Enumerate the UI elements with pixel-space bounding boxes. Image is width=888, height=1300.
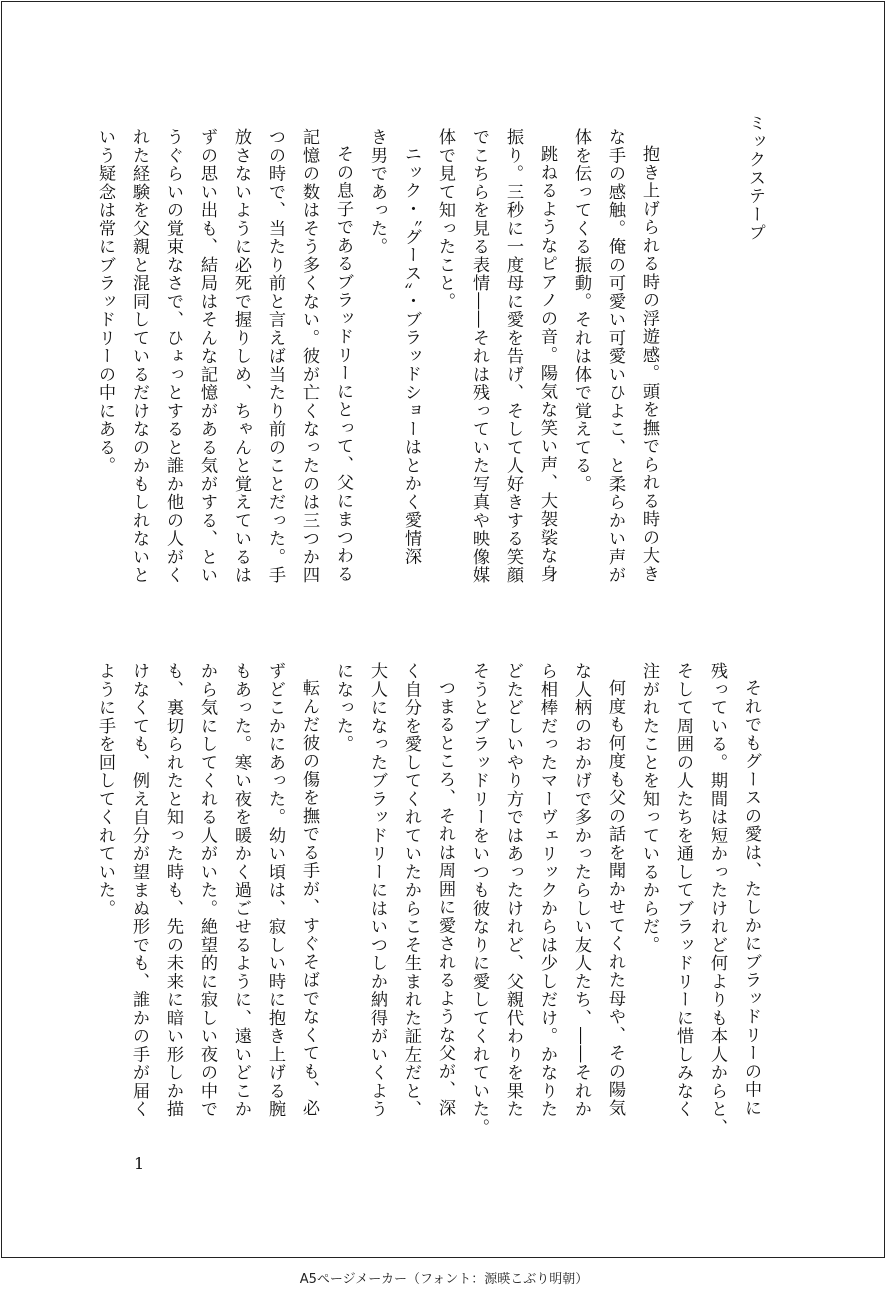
upper-text-block [88, 128, 666, 618]
text-line: もあった。寒い夜を暖かく過ごせるように、遠いどこか [231, 662, 251, 1119]
text-line: き男であった。 [367, 128, 387, 256]
lower-text-block [88, 662, 768, 1142]
text-line: そして周囲の人たちを通してブラッドリーに惜しみなく [673, 662, 693, 1119]
text-line: ように手を回してくれていた。 [95, 662, 115, 918]
text-line: な人柄のおかげで多かったらしい友人たち、――それか [571, 662, 591, 1119]
text-line: 何度も何度も父の話を聞かせてくれた母や、その陽気 [605, 679, 625, 1118]
paragraph [564, 128, 666, 618]
text-line: つの時で、当たり前と言えば当たり前のことだった。手 [265, 128, 285, 585]
text-line: 記憶の数はそう多くない。彼が亡くなったのは三つか四 [299, 128, 319, 585]
text-line: れた経験を父親と混同しているだけなのかもしれないと [129, 128, 149, 585]
text-line: から気にしてくれる人がいた。絶望的に寂しい夜の中で [197, 662, 217, 1119]
text-line: 跳ねるようなピアノの音。陽気な笑い声、大袈裟な身 [537, 145, 557, 584]
text-line: どたどしいやり方ではあったけれど、父親代わりを果た [503, 662, 523, 1119]
text-line: 振り。三秒に一度母に愛を告げ、そして人好きする笑顔 [503, 128, 523, 585]
paragraph [88, 662, 326, 1142]
page-frame [1, 1, 885, 1258]
text-line: それでもグースの愛は、たしかにブラッドリーの中に [741, 679, 761, 1118]
text-line: 体を伝ってくる振動。それは体で覚えてる。 [571, 128, 591, 493]
text-line: ニック・〝グース〟・ブラッドショーはとかく愛情深 [401, 145, 421, 566]
text-line: その息子であるブラッドリーにとって、父にまつわる [333, 145, 353, 584]
text-line: ずどこかにあった。幼い頃は、寂しい時に抱き上げる腕 [265, 662, 285, 1119]
paragraph [88, 128, 360, 618]
text-line: でこちらを見る表情――それは残っていた写真や映像媒 [469, 128, 489, 585]
text-line: 抱き上げられる時の浮遊感。頭を撫でられる時の大き [639, 145, 659, 584]
paragraph [462, 662, 632, 1142]
text-line: になった。 [333, 662, 353, 754]
text-line: いう疑念は常にブラッドリーの中にある。 [95, 128, 115, 475]
paragraph [360, 128, 428, 618]
text-line: 注がれたことを知っているからだ。 [639, 662, 659, 954]
text-line: 大人になったブラッドリーにはいつしか納得がいくよう [367, 662, 387, 1119]
text-line: な手の感触。俺の可愛い可愛いひよこ、と柔らかい声が [605, 128, 625, 585]
text-line: そうとブラッドリーをいつも彼なりに愛してくれていた。 [469, 662, 489, 1137]
footer-caption: A5ページメーカー（フォント：源暎こぶり明朝） [299, 1272, 589, 1287]
paragraph [326, 662, 462, 1142]
text-line: つまるところ、それは周囲に愛されるような父が、深 [435, 679, 455, 1118]
text-line: 転んだ彼の傷を撫でる手が、すぐそばでなくても、必 [299, 679, 319, 1118]
paragraph [428, 128, 564, 618]
text-line: ずの思い出も、結局はそんな記憶がある気がする、とい [197, 128, 217, 585]
chapter-title: ミックステープ [745, 114, 765, 242]
text-line: く自分を愛してくれていたからこそ生まれた証左だと、 [401, 662, 421, 1119]
text-line: 残っている。期間は短かったけれど何よりも本人からと、 [707, 662, 727, 1137]
paragraph [632, 662, 768, 1142]
text-line: 放さないように必死で握りしめ、ちゃんと覚えているは [231, 128, 251, 585]
page-number: 1 [134, 1154, 145, 1173]
text-line: も、裏切られたと知った時も、先の未来に暗い形しか描 [163, 662, 183, 1119]
text-line: ら相棒だったマーヴェリックからは少しだけ。かなりた [537, 662, 557, 1119]
text-line: 体で見て知ったこと。 [435, 128, 455, 311]
text-line: けなくても、例え自分が望まぬ形でも、誰かの手が届く [129, 662, 149, 1119]
text-line: うぐらいの覚束なさで、ひょっとすると誰か他の人がく [163, 128, 183, 585]
